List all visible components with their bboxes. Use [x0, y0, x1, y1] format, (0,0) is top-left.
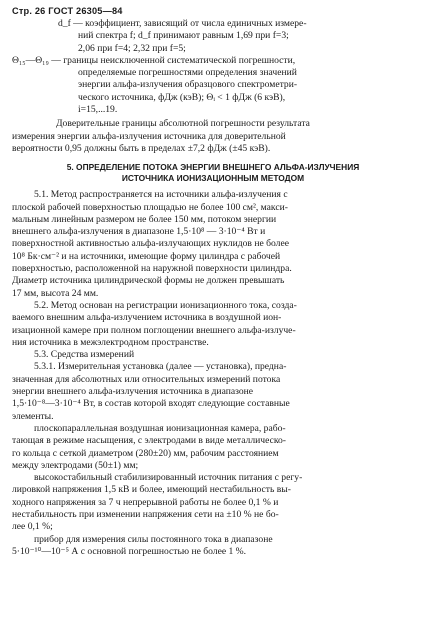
paragraph-line: го кольца с сеткой диаметром (280±20) мм, рабочим расстоянием [12, 447, 279, 459]
paragraph-line: значенная для абсолютных или относительных измерений потока [12, 373, 281, 385]
definition-theta-line: ческого источника, фДж (кэВ); Θᵢ < 1 фДж (6 кэВ), [78, 91, 286, 103]
paragraph-line: нестабильность при изменении напряжения сети на ±10 % не бо- [12, 508, 279, 520]
paragraph-line: 5.3.1. Измерительная установка (далее — установка), предна- [34, 361, 287, 373]
paragraph-line: изационной камере при полном поглощении внешнего альфа-излуче- [12, 324, 296, 336]
paragraph-line: энергии внешнего альфа-излучения источника в диапазоне [12, 386, 254, 398]
paragraph-5-1 [12, 189, 414, 300]
paragraph-line: ходного напряжения за 7 ч непрерывной работы не более 0,1 % и [12, 496, 279, 508]
paragraph-line: лировкой напряжения 1,5 кВ и более, имеющий нестабильность вы- [12, 484, 291, 496]
definition-theta-line: Θ₁₅—Θ₁₉ — границы неисключенной систематической погрешности, [12, 54, 296, 66]
definition-df-line: 2,06 при f=4; 2,32 при f=5; [78, 42, 186, 54]
paragraph-line: внешнего альфа-излучения в диапазоне 1,5·10⁸ — 3·10⁻⁴ Вт и [12, 226, 266, 238]
paragraph-line: 5.2. Метод основан на регистрации ионизационного тока, созда- [34, 299, 297, 311]
item-current-meter [12, 534, 414, 559]
section-title-line: 5. ОПРЕДЕЛЕНИЕ ПОТОКА ЭНЕРГИИ ВНЕШНЕГО АЛЬФА-ИЗЛУЧЕНИЯ [66, 162, 360, 173]
paragraph-line: 1,5·10⁻⁸—3·10⁻⁴ Вт, в состав которой входят следующие составные [12, 398, 290, 410]
paragraph-line: поверхностной активностью альфа-излучающих нуклидов не более [12, 238, 289, 250]
confidence-paragraph [12, 118, 414, 155]
paragraph-line: прибор для измерения силы постоянного тока в диапазоне [34, 533, 273, 545]
paragraph-line: ния источника в межэлектродном пространстве. [12, 336, 209, 348]
item-power-source [12, 472, 414, 533]
definition-theta-line: определяемые погрешностями определения значений [78, 67, 297, 79]
page-header: Стр. 26 ГОСТ 26305—84 [12, 6, 123, 16]
definitions-block [12, 18, 414, 116]
subsection-heading: 5.3. Средства измерений [34, 349, 135, 361]
paragraph-line: измерения энергии альфа-излучения источника для доверительной [12, 130, 286, 142]
paragraph-line: мальным линейным размером не более 150 мм, потоком энергии [12, 213, 277, 225]
paragraph-line: поверхностью, расположенной на наружной поверхности цилиндра. [12, 263, 292, 275]
paragraph-line: элементы. [12, 410, 54, 422]
paragraph-line: плоской рабочей поверхностью площадью не более 100 см², макси- [12, 201, 288, 213]
paragraph-line: Диаметр источника цилиндрической формы не должен превышать [12, 275, 285, 287]
definition-theta-line: энергии альфа-излучения образцового спектрометри- [78, 79, 298, 91]
section-title-line: ИСТОЧНИКА ИОНИЗАЦИОННЫМ МЕТОДОМ [121, 173, 305, 184]
paragraph-line: высокостабильный стабилизированный источник питания с регу- [34, 472, 303, 484]
paragraph-line: между электродами (50±1) мм; [12, 459, 139, 471]
paragraph-line: 5·10⁻¹⁰—10⁻⁵ А с основной погрешностью не более 1 %. [12, 545, 247, 557]
definition-df-line: ний спектра f; d_f принимают равным 1,69 при f=3; [78, 30, 289, 42]
paragraph-line: вероятности 0,95 должны быть в пределах ±7,2 фДж (±45 кэВ). [12, 142, 271, 154]
paragraph-line: Доверительные границы абсолютной погрешности результата [56, 118, 310, 130]
paragraph-line: лее 0,1 %; [12, 521, 53, 533]
definition-theta-line: i=15,...19. [78, 104, 118, 116]
section-title [12, 162, 414, 184]
paragraph-line: ваемого внешним альфа-излучением источника в воздушной ион- [12, 312, 282, 324]
item-ionization-chamber [12, 423, 414, 472]
definition-df-line: d_f — коэффициент, зависящий от числа единичных измере- [58, 18, 307, 29]
paragraph-5-3 [12, 349, 414, 361]
paragraph-5-3-1 [12, 361, 414, 422]
paragraph-line: 17 мм, высота 24 мм. [12, 287, 99, 299]
paragraph-line: 5.1. Метод распространяется на источники альфа-излучения с [34, 189, 288, 201]
paragraph-line: 10⁸ Бк·см⁻² и на источники, имеющие форму цилиндра с рабочей [12, 250, 281, 262]
paragraph-5-2 [12, 300, 414, 349]
paragraph-line: тающая в режиме насыщения, с электродами в виде металлическо- [12, 435, 287, 447]
paragraph-line: плоскопараллельная воздушная ионизационная камера, рабо- [34, 422, 286, 434]
